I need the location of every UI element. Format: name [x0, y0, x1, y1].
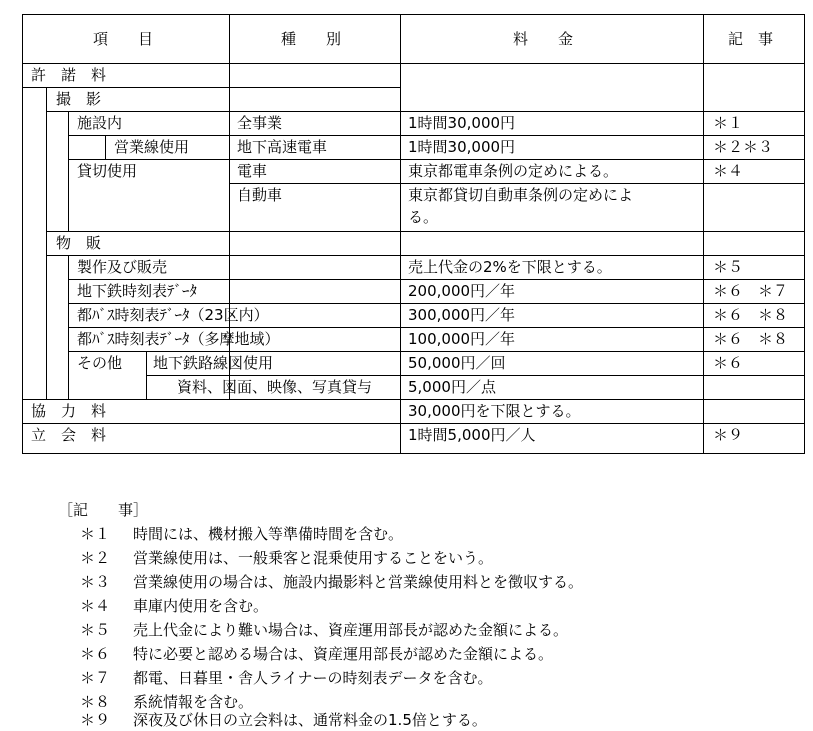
- fee-jidosha-line1: 東京都貸切自動車条例の定めによ: [408, 186, 634, 204]
- row-divider: [68, 135, 804, 136]
- row-divider: [46, 231, 804, 232]
- note-chikatetsu-jikoku: ＊６ ＊７: [713, 282, 789, 300]
- row-divider: [68, 279, 804, 280]
- note-text: 営業線使用は、一般乗客と混乗使用することをいう。: [133, 549, 494, 567]
- row-divider: [46, 255, 804, 256]
- note-seisaku: ＊５: [713, 258, 744, 276]
- row-label-shiryo: 資料、図面、映像、写真貸与: [177, 378, 373, 396]
- note-mark: ＊１: [80, 525, 111, 543]
- row-divider: [46, 111, 804, 112]
- note-text: 特に必要と認める場合は、資産運用部長が認めた金額による。: [133, 645, 554, 663]
- note-shisetsunai: ＊１: [713, 114, 744, 132]
- column-divider: [703, 15, 704, 453]
- row-divider: [229, 183, 804, 184]
- type-jidosha: 自動車: [237, 186, 283, 204]
- note-text: 車庫内使用を含む。: [133, 597, 269, 615]
- fee-chikatetsu-jikoku: 200,000円／年: [408, 282, 516, 300]
- fee-shiryo: 5,000円／点: [408, 378, 496, 396]
- note-rosenzu: ＊６: [713, 354, 744, 372]
- row-label-bus-23ku: 都ﾊﾞｽ時刻表ﾃﾞｰﾀ（23区内）: [77, 306, 269, 324]
- row-divider: [23, 423, 804, 424]
- row-divider: [146, 375, 804, 376]
- notes-title: ［記 事］: [58, 501, 149, 519]
- indent-line: [46, 87, 47, 399]
- header-type: 種 別: [281, 30, 342, 48]
- fee-kyoryokuryo: 30,000円を下限とする。: [408, 402, 581, 420]
- note-tachiairyo: ＊９: [713, 426, 744, 444]
- note-mark: ＊７: [80, 669, 111, 687]
- note-text: 売上代金により難い場合は、資産運用部長が認めた金額による。: [133, 621, 569, 639]
- indent-line: [68, 111, 69, 231]
- row-label-chikatetsu-jikoku: 地下鉄時刻表ﾃﾞｰﾀ: [77, 282, 198, 300]
- header-note: 記 事: [728, 30, 774, 48]
- row-divider: [23, 399, 804, 400]
- row-label-kyoryokuryo: 協 力 料: [31, 402, 107, 420]
- row-label-rosenzu: 地下鉄路線図使用: [153, 354, 274, 372]
- type-densha: 電車: [237, 162, 268, 180]
- note-mark: ＊６: [80, 645, 111, 663]
- note-mark: ＊３: [80, 573, 111, 591]
- note-mark: ＊９: [80, 711, 111, 729]
- row-label-seisaku: 製作及び販売: [77, 258, 168, 276]
- note-densha: ＊４: [713, 162, 744, 180]
- fee-rosenzu: 50,000円／回: [408, 354, 506, 372]
- row-label-kyodakuryo: 許 諾 料: [31, 66, 107, 84]
- fee-table: [22, 14, 805, 454]
- type-chika-kosoku: 地下高速電車: [237, 138, 328, 156]
- note-text: 時間には、機材搬入等準備時間を含む。: [133, 525, 404, 543]
- fee-eigyosen: 1時間30,000円: [408, 138, 516, 156]
- row-label-tachiairyo: 立 会 料: [31, 426, 107, 444]
- header-fee: 料 金: [513, 30, 574, 48]
- row-divider: [68, 303, 804, 304]
- row-label-buppan: 物 販: [56, 234, 102, 252]
- column-divider: [400, 15, 401, 453]
- fee-bus-tama: 100,000円／年: [408, 330, 516, 348]
- row-label-sonota: その他: [77, 354, 123, 372]
- note-mark: ＊２: [80, 549, 111, 567]
- note-bus-tama: ＊６ ＊８: [713, 330, 789, 348]
- fee-shisetsunai: 1時間30,000円: [408, 114, 516, 132]
- note-mark: ＊８: [80, 693, 111, 711]
- row-divider: [23, 63, 804, 64]
- row-label-kashikiri: 貸切使用: [77, 162, 138, 180]
- row-label-satsuei: 撮 影: [56, 90, 102, 108]
- note-mark: ＊４: [80, 597, 111, 615]
- note-text: 都電、日暮里・舎人ライナーの時刻表データを含む。: [133, 669, 493, 687]
- row-label-eigyosen: 営業線使用: [114, 138, 190, 156]
- fee-densha: 東京都電車条例の定めによる。: [408, 162, 619, 180]
- row-label-shisetsunai: 施設内: [77, 114, 123, 132]
- row-divider: [68, 159, 804, 160]
- type-zenjigyo: 全事業: [237, 114, 283, 132]
- note-bus-23ku: ＊６ ＊８: [713, 306, 789, 324]
- row-divider: [68, 351, 804, 352]
- row-divider: [68, 327, 804, 328]
- row-divider: [23, 87, 400, 88]
- note-text: 営業線使用の場合は、施設内撮影料と営業線使用料とを徴収する。: [133, 573, 584, 591]
- note-text: 系統情報を含む。: [133, 693, 254, 711]
- fee-seisaku: 売上代金の2%を下限とする。: [408, 258, 612, 276]
- fee-jidosha-line2: る。: [408, 208, 439, 226]
- row-label-bus-tama: 都ﾊﾞｽ時刻表ﾃﾞｰﾀ（多摩地域）: [77, 330, 280, 348]
- indent-line: [105, 135, 106, 159]
- fee-bus-23ku: 300,000円／年: [408, 306, 516, 324]
- note-mark: ＊５: [80, 621, 111, 639]
- header-item: 項 目: [93, 30, 154, 48]
- note-text: 深夜及び休日の立会料は、通常料金の1.5倍とする。: [133, 711, 487, 729]
- note-eigyosen: ＊２＊３: [713, 138, 774, 156]
- fee-tachiairyo: 1時間5,000円／人: [408, 426, 536, 444]
